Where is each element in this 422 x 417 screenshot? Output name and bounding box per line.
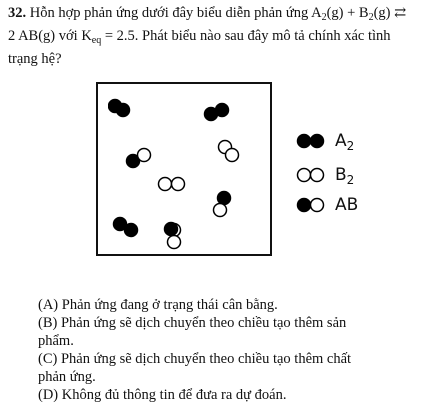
legend-label: $B_2$ [335,165,355,187]
question-part: Hỗn hợp phản ứng dưới đây biểu diễn phản ứng A [29,5,322,21]
option-d[interactable]: (D) Không đủ thông tin để đưa ra dự đoán. [38,387,287,403]
molecule-b2-icon [296,164,330,186]
molecule-ab-icon [296,194,330,216]
legend-label: AB [335,195,359,215]
option-b[interactable]: (B) Phản ứng sẽ dịch chuyển theo chiều tạo thêm sản phẩm. [38,315,347,349]
legend-item-b2 [296,164,355,187]
question-part: (g) + B [326,5,369,21]
molecule-b2 [156,175,190,193]
legend-item-a2 [296,130,355,153]
subscript: eq [91,35,102,46]
subscript: 2 [321,12,327,23]
legend-item-ab [296,194,359,216]
subscript: 2 [368,12,374,23]
option-a[interactable]: (A) Phản ứng đang ở trạng thái cân bằng. [38,297,278,313]
molecule-ab [211,189,233,221]
question-number: 32. [8,5,27,21]
molecule-a2 [202,102,232,122]
molecule-a2 [112,216,142,240]
legend-label: $A_2$ [335,131,355,153]
molecule-ab [124,146,156,170]
molecule-ab [162,220,180,238]
molecule-a2-icon [296,130,330,152]
question-part: (g) ⇄ 2 AB(g) với K [8,5,407,44]
reaction-mixture-box [96,82,272,256]
molecule-b2 [216,138,242,164]
question-part: = 2.5. Phát biểu nào sau đây mô tả chính xác tình trạng hệ? [8,28,391,67]
answer-options [38,296,398,404]
molecule-a2 [108,98,132,118]
option-c[interactable]: (C) Phản ứng sẽ dịch chuyển theo chiều tạo thêm chất phản ứng. [38,351,352,385]
question-text [8,4,414,69]
